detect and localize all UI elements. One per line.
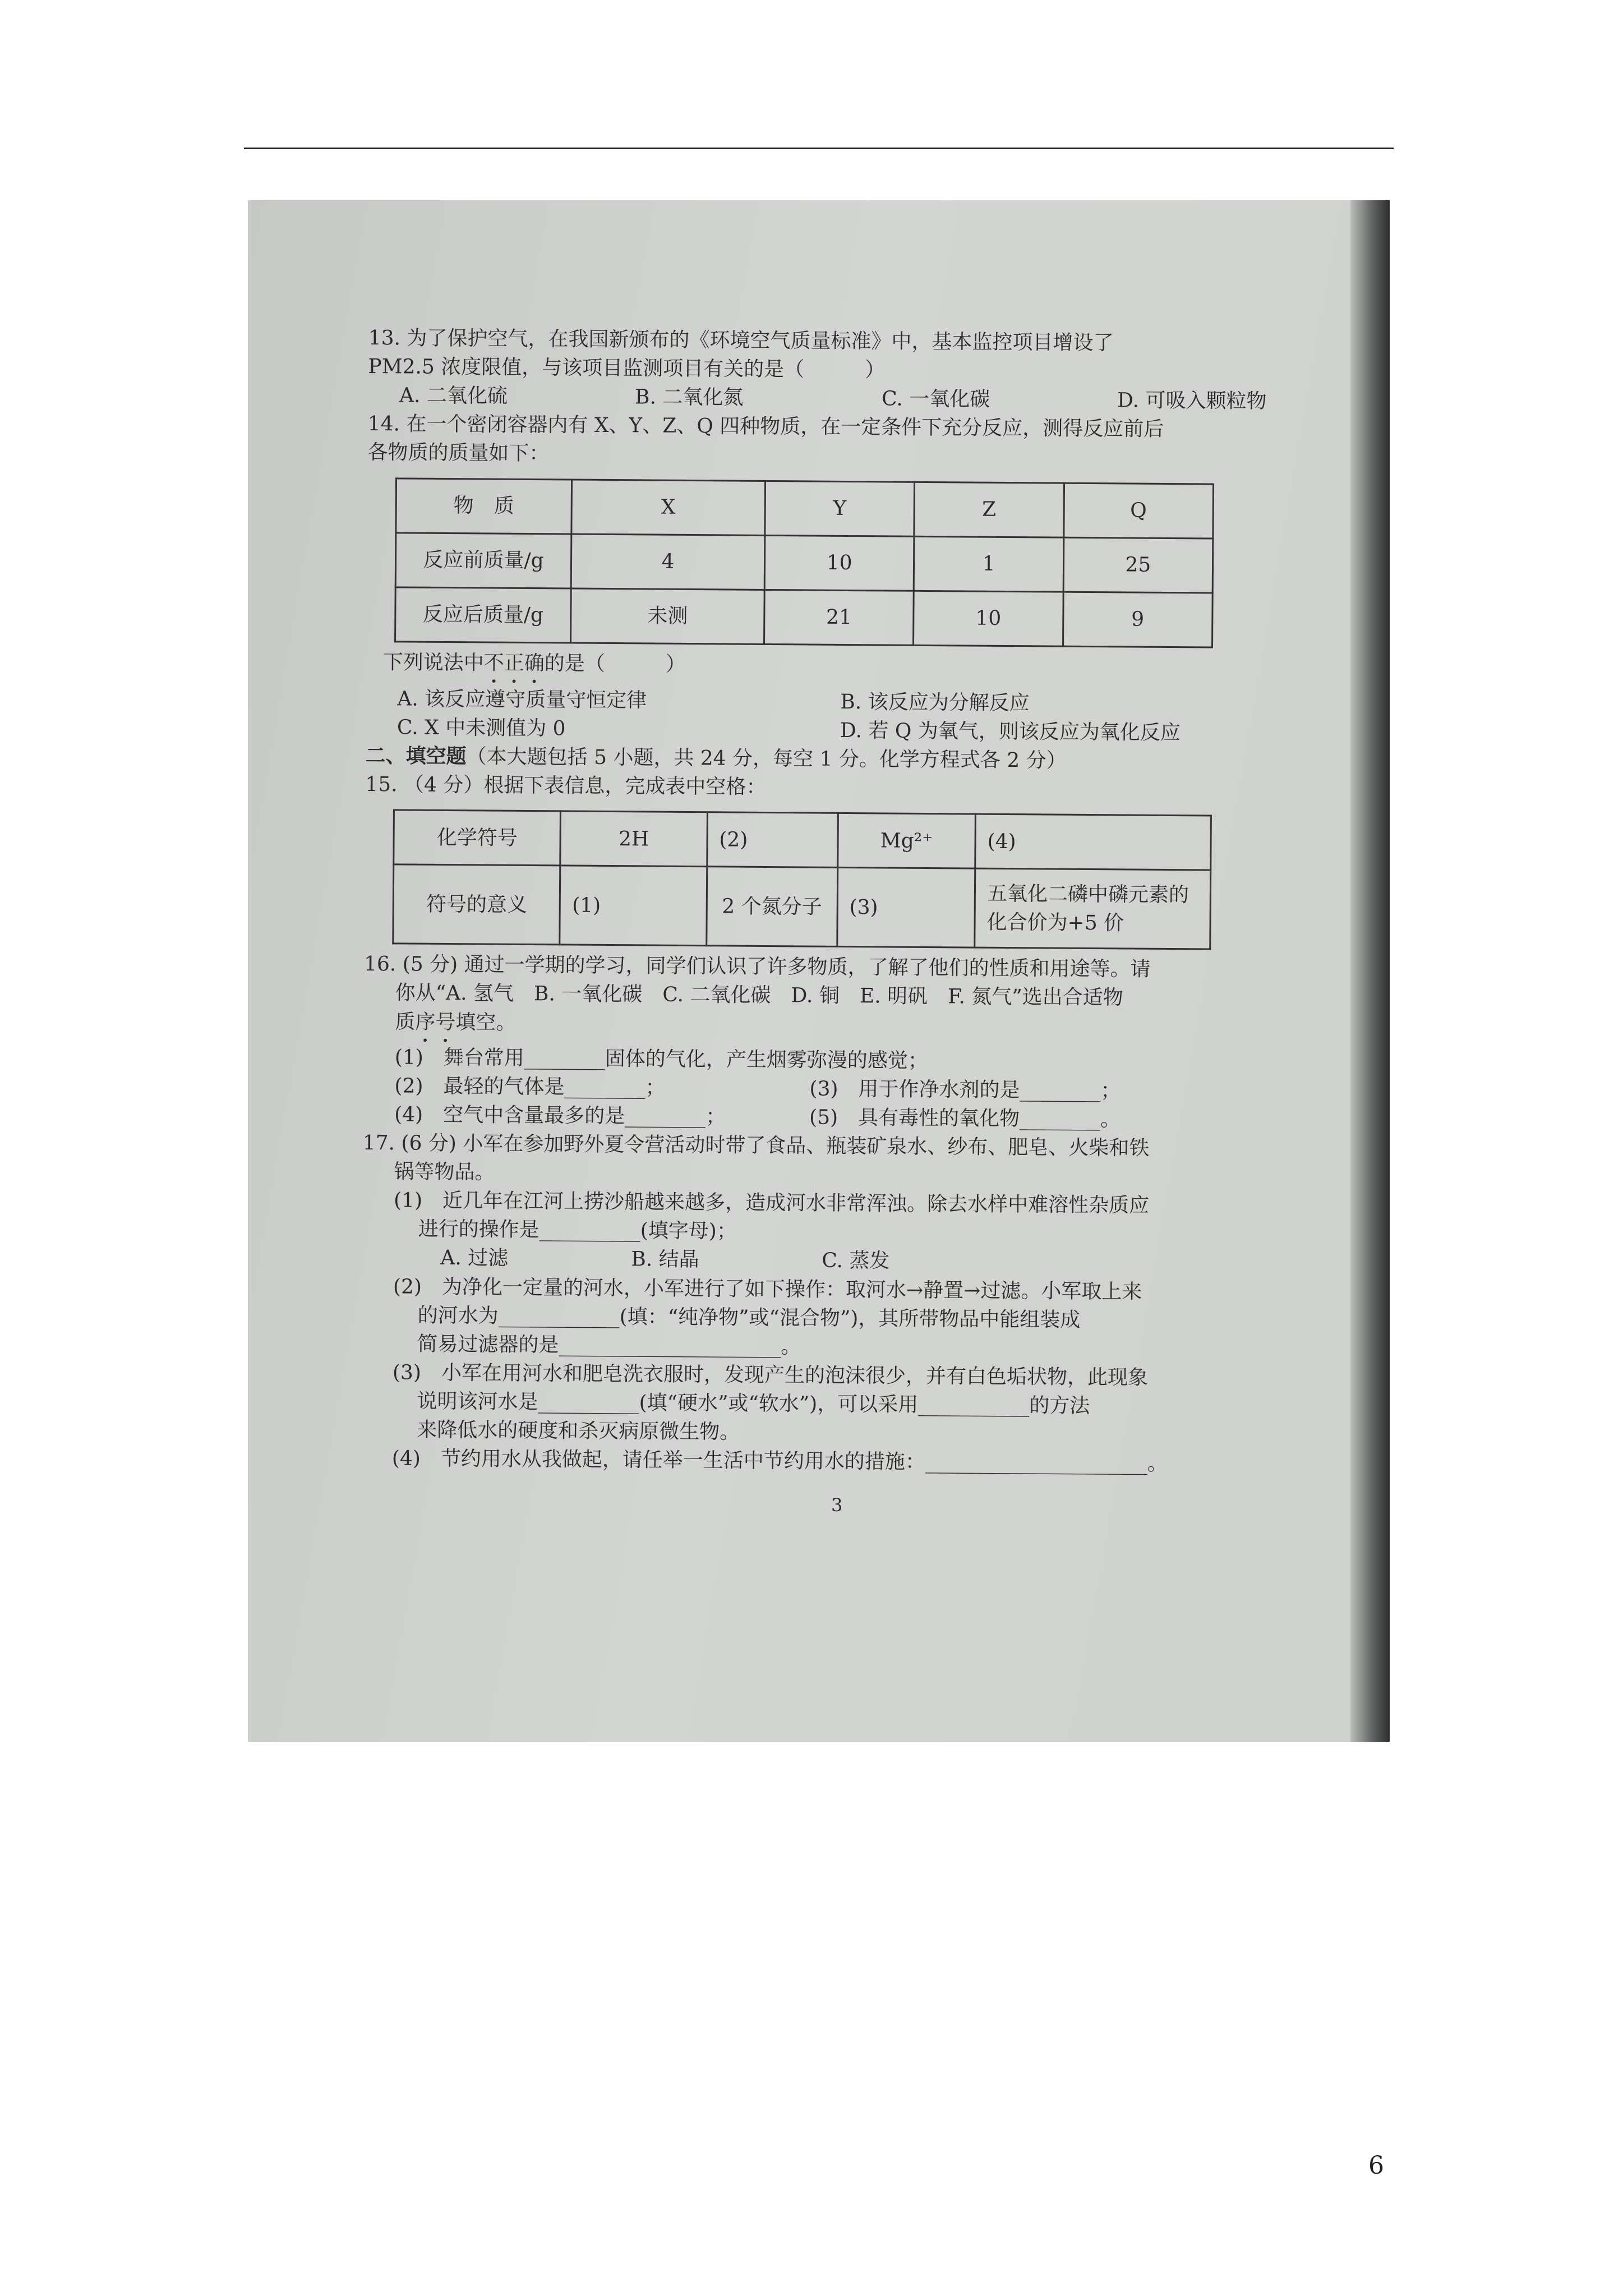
question-13 xyxy=(368,324,1322,416)
q14-option-c: C. X 中未测值为 0 xyxy=(396,716,566,740)
q16-line1: 16. (5 分) 通过一学期的学习，同学们认识了许多物质，了解了他们的性质和用途等。请 xyxy=(363,953,1151,982)
q15-symbol-label: 化学符号 xyxy=(394,810,561,866)
q14-after-label: 反应后质量/g xyxy=(395,587,571,642)
q14-line2: 各物质的质量如下： xyxy=(367,441,550,466)
q15-symbol-2h: 2H xyxy=(560,811,707,867)
q14-after-z: 10 xyxy=(914,591,1063,646)
q17-option-a: A. 过滤 xyxy=(440,1246,509,1271)
q14-prompt xyxy=(366,648,1320,683)
q17-part2-line3: 简易过滤器的是______________________。 xyxy=(417,1332,801,1359)
q15-symbol-table xyxy=(392,809,1212,950)
q16-line3 xyxy=(363,1007,1317,1043)
q16-line3-end: 填空。 xyxy=(455,1010,517,1034)
q15-symbol-blank2: (2) xyxy=(707,812,838,868)
q15-row-symbol xyxy=(394,810,1211,870)
q13-option-d: D. 可吸入颗粒物 xyxy=(1117,389,1267,413)
q14-mass-table xyxy=(394,477,1214,648)
q17-part1-line2: 进行的操作是__________(填字母)； xyxy=(418,1217,737,1243)
q14-th-q: Q xyxy=(1063,483,1213,539)
q15-row-meaning xyxy=(393,864,1211,949)
section-2-title: 二、填空题 xyxy=(365,743,467,769)
q15-meaning-blank3: (3) xyxy=(837,867,975,947)
q14-table-header xyxy=(396,478,1214,538)
q14-after-q: 9 xyxy=(1063,592,1212,647)
q17-line2: 锅等物品。 xyxy=(394,1160,495,1184)
q17-part4-line1: (4) 节约用水从我做起，请任举一生活中节约用水的措施：______________________。 xyxy=(391,1447,1168,1476)
q13-line1: 13. 为了保护空气，在我国新颁布的《环境空气质量标准》中，基本监控项目增设了 xyxy=(368,326,1114,355)
q14-th-substance: 物 质 xyxy=(396,478,572,533)
question-17 xyxy=(361,1129,1316,1479)
q16-item3: (3) 用于作净水剂的是________； xyxy=(809,1077,1121,1103)
q16-item4: (4) 空气中含量最多的是________； xyxy=(394,1103,726,1129)
question-16 xyxy=(363,950,1317,1135)
q14-after-x: 未测 xyxy=(571,588,765,644)
q14-row-before xyxy=(395,532,1213,592)
q14-line1: 14. 在一个密闭容器内有 X、Y、Z、Q 四种物质，在一定条件下充分反应，测得反应前后 xyxy=(367,412,1164,441)
q15-meaning-blank1: (1) xyxy=(560,866,707,946)
q14-th-x: X xyxy=(571,480,766,535)
q13-line2: PM2.5 浓度限值，与该项目监测项目有关的是（ ） xyxy=(368,355,886,382)
q17-line1: 17. (6 分) 小军在参加野外夏令营活动时带了食品、瓶装矿泉水、纱布、肥皂、火柴和铁 xyxy=(362,1131,1150,1160)
q14-th-y: Y xyxy=(765,481,915,536)
page-number: 6 xyxy=(1368,2151,1384,2180)
q13-option-a: A. 二氧化硫 xyxy=(399,384,508,408)
photo-dark-edge xyxy=(1350,200,1390,1742)
q15-symbol-blank4: (4) xyxy=(975,814,1211,870)
q14-before-z: 1 xyxy=(914,536,1063,592)
q14-emph-char: 不 xyxy=(483,651,504,675)
q14-option-a: A. 该反应遵守质量守恒定律 xyxy=(397,687,647,712)
q17-part2-line2: 的河水为____________(填：“纯净物”或“混合物”)，其所带物品中能组装成 xyxy=(417,1304,1081,1332)
q15-meaning-p2o5: 五氧化二磷中磷元素的化合价为+5 价 xyxy=(975,868,1211,949)
section-2-note: （本大题包括 5 小题，共 24 分，每空 1 分。化学方程式各 2 分） xyxy=(466,745,1067,772)
q14-emph-char: 正 xyxy=(504,651,524,675)
question-14 xyxy=(366,409,1321,748)
q14-prompt-end: 的是（ ） xyxy=(544,651,686,676)
q13-option-b: B. 二氧化氮 xyxy=(634,385,744,409)
header-rule xyxy=(244,148,1394,149)
q14-after-y: 21 xyxy=(764,590,914,645)
q17-part2-line1: (2) 为净化一定量的河水，小军进行了如下操作：取河水→静置→过滤。小军取上来 xyxy=(393,1274,1142,1304)
q14-before-y: 10 xyxy=(764,535,914,591)
q14-option-b: B. 该反应为分解反应 xyxy=(840,690,1030,715)
q16-emph-char: 序 xyxy=(415,1010,436,1034)
q15-meaning-n2: 2 个氮分子 xyxy=(707,867,838,947)
scanned-exam-photo xyxy=(248,200,1390,1742)
q17-part1-line1: (1) 近几年在江河上捞沙船越来越多，造成河水非常浑浊。除去水样中难溶性杂质应 xyxy=(393,1189,1150,1217)
q17-part3-line1: (3) 小军在用河水和肥皂洗衣服时，发现产生的泡沫很少，并有白色垢状物，此现象 xyxy=(392,1361,1149,1389)
q14-row-after xyxy=(395,587,1213,647)
q17-part3-line2: 说明该河水是__________(填“硬水”或“软水”)，可以采用___________的方法 xyxy=(417,1389,1090,1418)
question-15 xyxy=(364,770,1318,951)
q14-before-label: 反应前质量/g xyxy=(395,532,571,588)
q16-item2: (2) 最轻的气体是________； xyxy=(394,1074,666,1099)
q14-before-x: 4 xyxy=(571,534,765,590)
q17-part3-line3: 来降低水的硬度和杀灭病原微生物。 xyxy=(417,1418,740,1444)
q16-line2: 你从“A. 氢气 B. 一氧化碳 C. 二氧化碳 D. 铜 E. 明矾 F. 氮气”选出合适物 xyxy=(395,981,1123,1010)
q17-option-b: B. 结晶 xyxy=(631,1248,699,1272)
q17-option-c: C. 蒸发 xyxy=(822,1249,890,1273)
q14-before-q: 25 xyxy=(1063,537,1213,593)
q16-item1: (1) 舞台常用________固体的气化，产生烟雾弥漫的感觉； xyxy=(394,1046,928,1073)
q14-th-z: Z xyxy=(914,482,1064,537)
q14-prompt-start: 下列说法中 xyxy=(382,650,484,674)
q14-option-d: D. 若 Q 为氧气，则该反应为氧化反应 xyxy=(840,719,1181,744)
q13-option-c: C. 一氧化碳 xyxy=(881,387,990,411)
photo-page-number: 3 xyxy=(831,1494,843,1516)
q15-line1: 15. （4 分）根据下表信息，完成表中空格： xyxy=(365,772,767,799)
q16-item5: (5) 具有毒性的氧化物________。 xyxy=(809,1106,1121,1131)
q15-meaning-label: 符号的意义 xyxy=(393,864,560,945)
q16-line3-start: 质 xyxy=(395,1010,416,1034)
q16-emph-char: 号 xyxy=(435,1010,456,1034)
exam-content xyxy=(360,324,1322,1522)
q14-emph-char: 确 xyxy=(524,651,545,675)
q15-symbol-mg: Mg²⁺ xyxy=(838,813,976,868)
